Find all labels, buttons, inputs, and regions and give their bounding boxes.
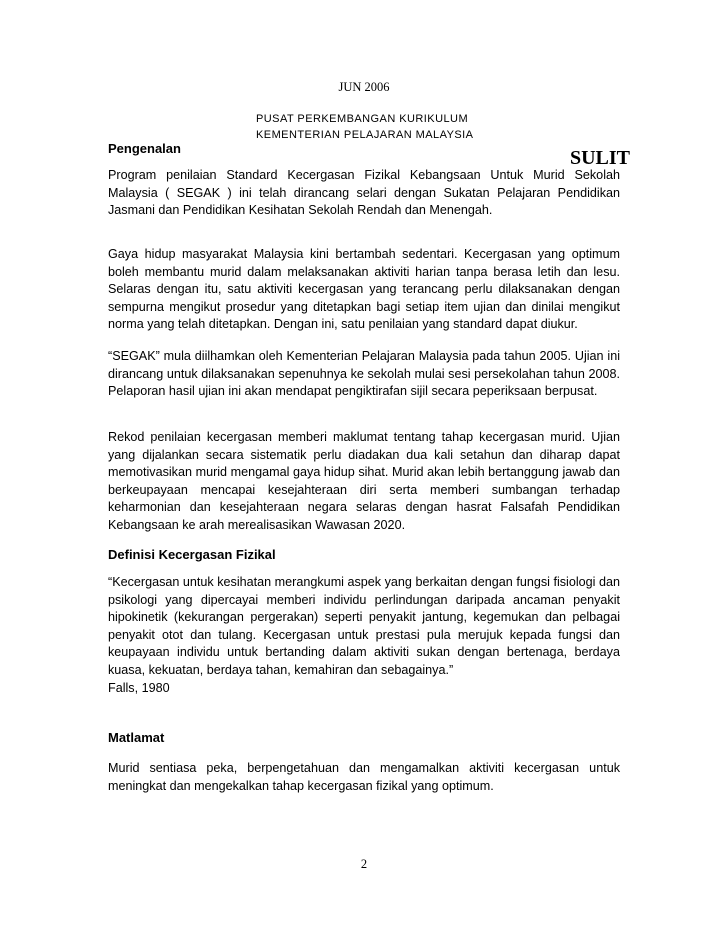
section-heading-definisi: Definisi Kecergasan Fizikal [108, 547, 276, 562]
organization-line-1: PUSAT PERKEMBANGAN KURIKULUM [256, 113, 469, 125]
document-date: JUN 2006 [338, 80, 390, 94]
definition-quote: “Kecergasan untuk kesihatan merangkumi aspek yang berkaitan dengan fungsi fisiologi dan psikologi yang dipercayai memberi individu perlindungan daripada ancaman penyakit hipokinetik (kekurangan pergerakan) seperti penyakit jantung, kegemukan dan pelbagai penyakit otot dan tulang. Kecergasan untuk prestasi pula merujuk kepada fungsi dan keupayaan individu untuk bertanding dalam aktiviti sukan dengan bertenaga, berdaya kuasa, kekuatan, berdaya tahan, kemahiran dan sebagainya.” [108, 575, 620, 677]
organization-line-2: KEMENTERIAN PELAJARAN MALAYSIA [256, 129, 474, 141]
intro-paragraph-1: Program penilaian Standard Kecergasan Fizikal Kebangsaan Untuk Murid Sekolah Malaysia ( SEGAK ) ini telah dirancang selari dengan Sukatan Pelajaran Pendidikan Jasmani dan Pendidikan Kesihatan Sekolah Rendah dan Menengah. [108, 168, 620, 217]
intro-paragraph-4: Rekod penilaian kecergasan memberi maklumat tentang tahap kecergasan murid. Ujian yang dijalankan secara sistematik perlu diadakan dua kali setahun dan diharap dapat memotivasikan murid mengamal gaya hidup sihat. Murid akan lebih bertanggung jawab dan berkeupayaan mencapai kesejahteraan diri serta memberi sumbangan terhadap keharmonian dan kesejahteraan negara selaras dengan hasrat Falsafah Pendidikan Kebangsaan ke arah merealisasikan Wawasan 2020. [108, 430, 620, 532]
section-heading-pengenalan: Pengenalan [108, 141, 181, 156]
intro-paragraph-2: Gaya hidup masyarakat Malaysia kini bertambah sedentari. Kecergasan yang optimum boleh membantu murid dalam melaksanakan aktiviti harian tanpa berasa letih dan lesu. Selaras dengan itu, satu aktiviti kecergasan yang terancang perlu dilaksanakan dengan sempurna mengikut prosedur yang ditetapkan bagi setiap item ujian dan dinilai mengikut norma yang telah ditetapkan. Dengan ini, satu penilaian yang standard dapat diukur. [108, 247, 620, 331]
intro-paragraph-3: “SEGAK” mula diilhamkan oleh Kementerian Pelajaran Malaysia pada tahun 2005. Ujian ini dirancang untuk dilaksanakan sepenuhnya ke sekolah mulai sesi persekolahan tahun 2008. Pelaporan hasil ujian ini akan mendapat pengiktirafan sijil secara peperiksaan berpusat. [108, 349, 620, 398]
classification-label: SULIT [569, 147, 630, 169]
goal-paragraph: Murid sentiasa peka, berpengetahuan dan mengamalkan aktiviti kecergasan untuk meningkat dan mengekalkan tahap kecergasan fizikal yang optimum. [108, 761, 620, 793]
definition-source: Falls, 1980 [108, 681, 170, 695]
page-number: 2 [360, 857, 368, 871]
section-heading-matlamat: Matlamat [108, 730, 165, 745]
